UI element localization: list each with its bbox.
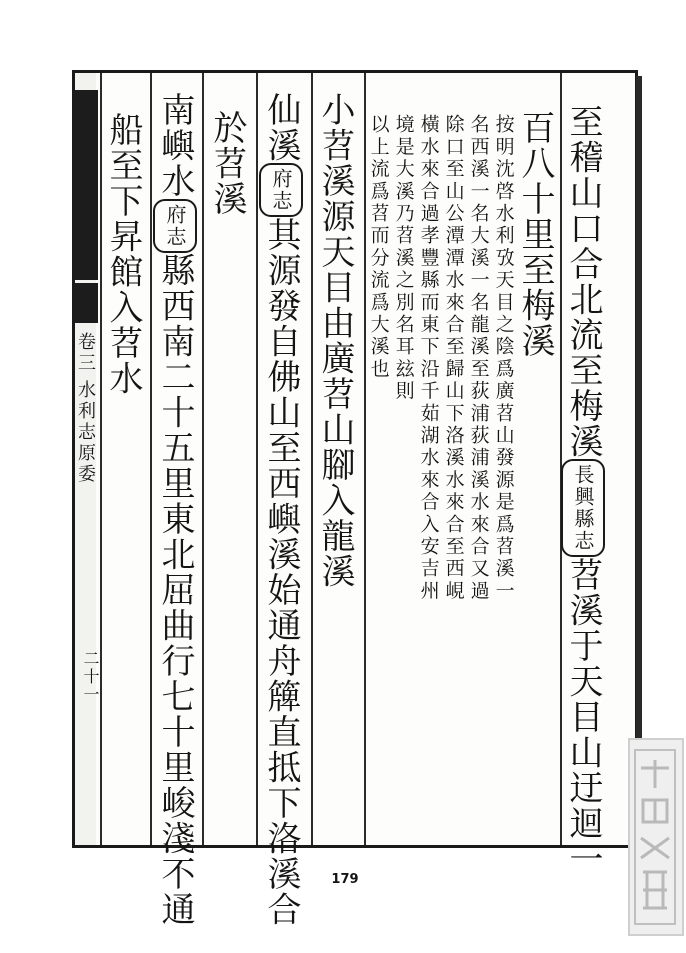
annotation-column-1: 按明沈啓水利攷天目之陰爲廣苕山發源是爲苕溪一 xyxy=(492,114,515,603)
source-reference-label: 府志 xyxy=(163,203,187,248)
page-number: 179 xyxy=(331,872,359,887)
source-reference xyxy=(561,459,605,557)
annotation-column-6: 以上流爲苕而分流爲大溪也 xyxy=(367,114,390,381)
margin-section-label: 卷三 xyxy=(75,332,96,374)
column-rule xyxy=(150,73,152,845)
text-column-4 xyxy=(261,92,301,927)
margin-ink-block xyxy=(74,90,98,280)
margin-page-mark: 二十一 xyxy=(81,650,100,704)
annotation-column-4: 橫水來合過孝豐縣而東下沿千茹湖水來合入安吉州 xyxy=(417,114,440,603)
column-text: 其源發自佛山至西嶼溪始通舟簰直抵下洛溪合 xyxy=(261,217,301,927)
column-rule xyxy=(202,73,204,845)
column-text: 至稽山口合北流至梅溪 xyxy=(563,104,603,459)
column-text: 仙溪 xyxy=(261,92,301,163)
text-column-6 xyxy=(155,92,195,927)
annotation-column-3: 除口至山公潭潭水來合至歸山下洛溪水來合至西峴 xyxy=(442,114,465,603)
seal-mark-icon xyxy=(633,748,677,926)
text-column-1 xyxy=(563,104,603,877)
annotation-column-2: 名西溪一名大溪一名龍溪至荻浦荻浦溪水來合又過 xyxy=(467,114,490,603)
column-text: 南嶼水 xyxy=(155,92,195,199)
text-column-7: 船至下昇館入苕水 xyxy=(103,112,143,396)
column-text: 縣西南二十五里東北屈曲行七十里峻淺不通 xyxy=(155,252,195,927)
text-column-3: 小苕溪源天目由廣苕山腳入龍溪 xyxy=(315,92,355,589)
source-reference xyxy=(259,163,303,217)
annotation-column-5: 境是大溪乃苕溪之別名耳玆則 xyxy=(392,114,415,403)
column-rule xyxy=(100,73,102,845)
source-reference xyxy=(153,199,197,253)
column-text: 苕溪于天目山迂迴一 xyxy=(563,557,603,877)
column-rule xyxy=(560,73,562,845)
margin-ink-block xyxy=(74,283,98,323)
margin-section-title: 水利志原委 xyxy=(75,380,96,485)
source-reference-label: 長興縣志 xyxy=(571,464,595,552)
text-column-5: 於苕溪 xyxy=(207,110,247,217)
column-rule xyxy=(311,73,313,845)
source-reference-label: 府志 xyxy=(269,168,293,212)
column-rule xyxy=(256,73,258,845)
frame-border xyxy=(636,76,642,850)
text-column-2: 百八十里至梅溪 xyxy=(515,110,555,359)
